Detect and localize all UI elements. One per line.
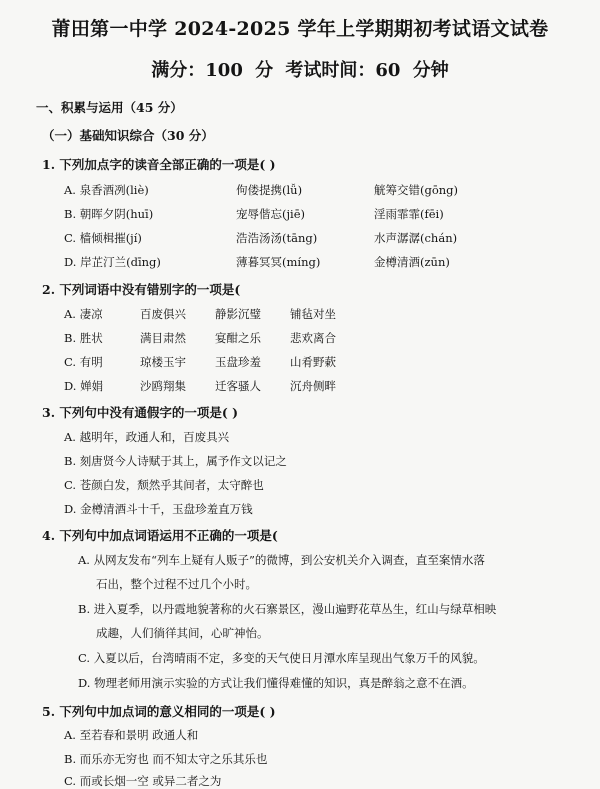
q1-option-d-col3: 金樽清酒(zūn): [374, 255, 450, 269]
q2-option-d-1: D. 婵娟: [64, 379, 104, 393]
q1-option-b-col3: 淫雨霏霏(fēi): [374, 207, 444, 221]
q4-option-a-line2: 石出，整个过程不过几个小时。: [96, 577, 257, 591]
q2-option-c-4: 山肴野蔌: [290, 355, 336, 369]
q2-option-a-2: 百废俱兴: [140, 307, 186, 321]
q2-option-d-4: 沉舟侧畔: [290, 379, 336, 393]
q3-option-c: C. 苍颜白发，颓然乎其间者，太守醉也: [64, 478, 264, 492]
subsection-heading: （一）基础知识综合（30 分）: [42, 128, 214, 143]
q4-option-d: D. 物理老师用演示实验的方式让我们懂得难懂的知识，真是醉翁之意不在酒。: [78, 676, 474, 690]
q4-option-b-line1: B. 进入夏季，以丹霞地貌著称的火石寨景区，漫山遍野花草丛生，红山与绿草相映: [78, 602, 497, 616]
q5-option-a: A. 至若春和景明 政通人和: [64, 728, 199, 742]
question-4-stem: 4. 下列句中加点词语运用不正确的一项是(: [42, 528, 278, 543]
q4-option-a-line1: A. 从网友发布“列车上疑有人贩子”的微博，到公安机关介入调查，直至案情水落: [78, 553, 485, 567]
exam-title: 莆田第一中学 2024-2025 学年上学期期初考试语文试卷: [51, 18, 549, 40]
question-1-stem: 1. 下列加点字的读音全部正确的一项是( ): [42, 157, 276, 172]
q2-option-a-4: 铺毡对坐: [290, 307, 336, 321]
q4-option-b-line2: 成趣，人们徜徉其间，心旷神怡。: [96, 626, 269, 640]
q1-option-c-col3: 水声潺潺(chán): [374, 231, 458, 245]
q1-option-a-col2: 佝偻提携(lǚ): [236, 183, 303, 197]
q3-option-d: D. 金樽清酒斗十千，玉盘珍羞直万钱: [64, 502, 253, 516]
q2-option-c-3: 玉盘珍羞: [215, 355, 261, 369]
q1-option-d-col1: D. 岸芷汀兰(dīng): [64, 255, 161, 269]
q5-option-b: B. 而乐亦无穷也 而不知太守之乐其乐也: [64, 752, 268, 766]
question-2-stem: 2. 下列词语中没有错别字的一项是(: [42, 282, 241, 297]
q2-option-b-4: 悲欢离合: [290, 331, 336, 345]
q2-option-b-1: B. 胜状: [64, 331, 103, 345]
q4-option-c: C. 入夏以后，台湾晴雨不定，多变的天气使日月潭水库呈现出气象万千的风貌。: [78, 651, 485, 665]
q1-option-b-col2: 宠辱偕忘(jiē): [236, 207, 306, 221]
question-5-stem: 5. 下列句中加点词的意义相同的一项是( ): [42, 704, 276, 719]
q2-option-b-3: 宴酣之乐: [215, 331, 261, 345]
q2-option-c-2: 琼楼玉宇: [140, 355, 186, 369]
q2-option-b-2: 满目肃然: [140, 331, 186, 345]
q2-option-a-1: A. 凄凉: [64, 307, 103, 321]
q2-option-c-1: C. 有明: [64, 355, 103, 369]
q1-option-c-col1: C. 樯倾楫摧(jí): [64, 231, 142, 245]
q2-option-a-3: 静影沉璧: [215, 307, 261, 321]
q1-option-a-col1: A. 泉香酒冽(liè): [64, 183, 149, 197]
q5-option-c: C. 而或长烟一空 或异二者之为: [64, 774, 222, 788]
q2-option-d-3: 迁客骚人: [215, 379, 261, 393]
exam-subtitle: 满分：100 分 考试时间：60 分钟: [151, 60, 449, 81]
q2-option-d-2: 沙鸥翔集: [140, 379, 186, 393]
q1-option-d-col2: 薄暮冥冥(míng): [236, 255, 321, 269]
q3-option-b: B. 刻唐贤今人诗赋于其上，属予作文以记之: [64, 454, 287, 468]
q1-option-a-col3: 觥筹交错(gōng): [374, 183, 459, 197]
section-heading: 一、积累与运用（45 分）: [36, 100, 183, 115]
q1-option-c-col2: 浩浩汤汤(tāng): [236, 231, 318, 245]
question-3-stem: 3. 下列句中没有通假字的一项是( ): [42, 405, 239, 420]
q3-option-a: A. 越明年，政通人和，百废具兴: [64, 430, 230, 444]
q1-option-b-col1: B. 朝晖夕阴(huī): [64, 207, 154, 221]
